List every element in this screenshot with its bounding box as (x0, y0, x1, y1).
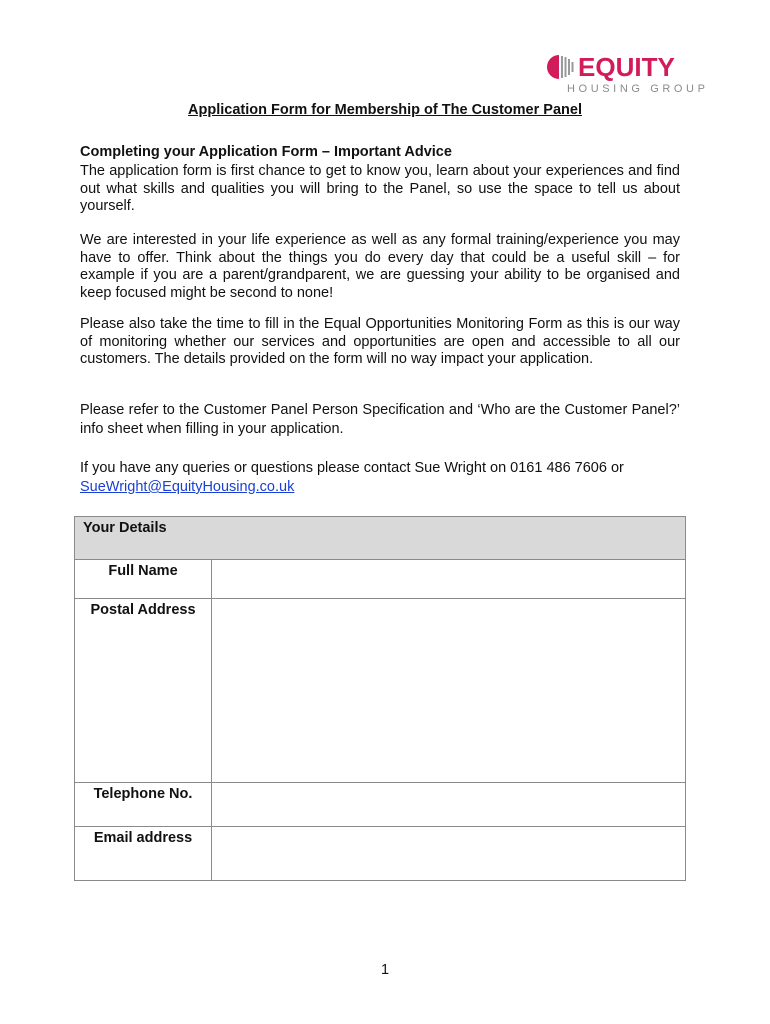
equity-logo (546, 52, 709, 98)
contact-text: If you have any queries or questions please contact Sue Wright on 0161 486 7606 or (80, 460, 624, 476)
your-details-header: Your Details (75, 517, 686, 560)
your-details-table (74, 516, 686, 881)
document-title: Application Form for Membership of The Customer Panel (188, 102, 582, 118)
advice-paragraph-4: Please refer to the Customer Panel Person Specification and ‘Who are the Customer Panel?’ info sheet when filling in your application. (80, 402, 680, 437)
postal-address-label: Postal Address (75, 599, 212, 783)
full-name-field[interactable] (212, 560, 686, 599)
email-address-label: Email address (75, 827, 212, 881)
telephone-field[interactable] (212, 783, 686, 827)
advice-paragraph-1: The application form is first chance to get to know you, learn about your experiences and find out what skills and qualities you will bring to the Panel, so use the space to tell us about yourself. (80, 163, 680, 214)
equity-logo-mark-icon (546, 54, 576, 80)
telephone-label: Telephone No. (75, 783, 212, 827)
postal-address-field[interactable] (212, 599, 686, 783)
advice-heading: Completing your Application Form – Important Advice (80, 144, 452, 160)
logo-wordmark: EQUITY (578, 52, 675, 82)
contact-email-link[interactable]: SueWright@EquityHousing.co.uk (80, 479, 295, 495)
email-address-field[interactable] (212, 827, 686, 881)
advice-paragraph-3: Please also take the time to fill in the Equal Opportunities Monitoring Form as this is our way of monitoring whether our services and opportunities are open and accessible to all our customers. The details provided on the form will no way impact your application. (80, 316, 680, 367)
advice-paragraph-2: We are interested in your life experience as well as any formal training/experience you may have to offer. Think about the things you do every day that could be a useful skill – for example if you are a parent/grandparent, we are guessing your ability to be organised and keep focused might be second to none! (80, 232, 680, 301)
full-name-label: Full Name (75, 560, 212, 599)
page-number: 1 (380, 962, 390, 978)
logo-subtitle: HOUSING GROUP (567, 83, 709, 95)
advice-paragraph-5 (80, 459, 680, 497)
